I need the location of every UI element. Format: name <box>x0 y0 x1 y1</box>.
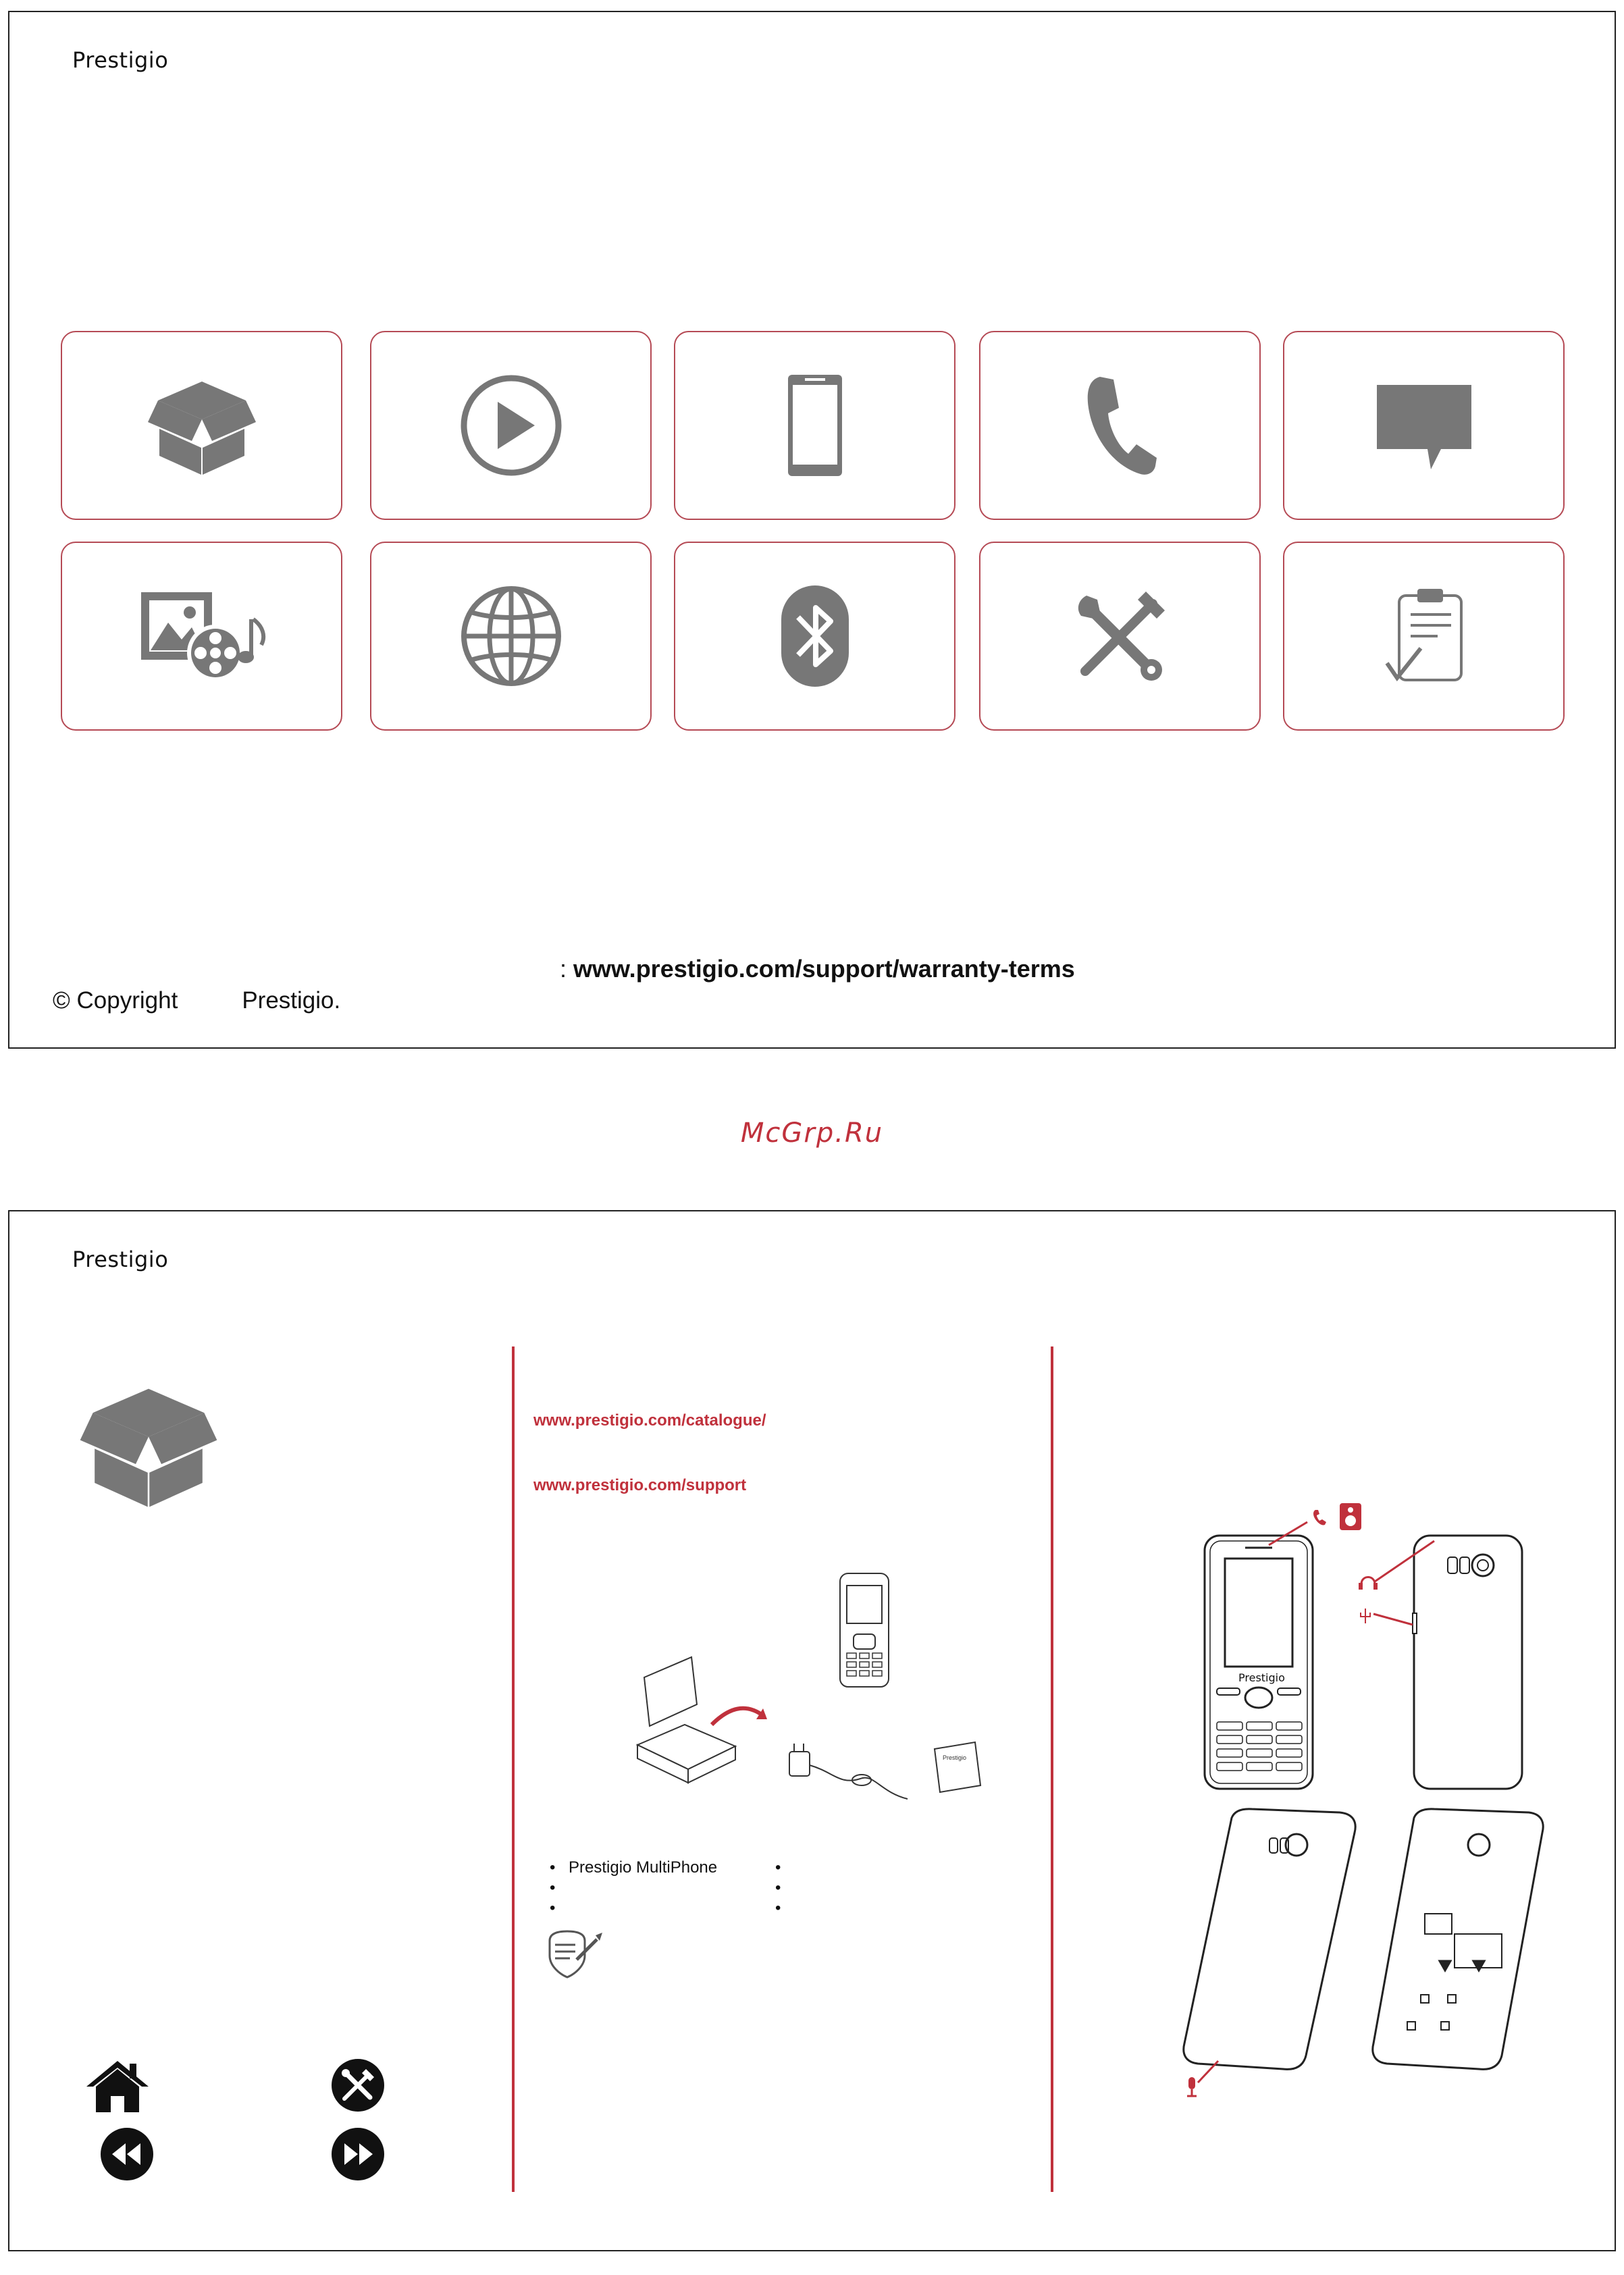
svg-text:Prestigio: Prestigio <box>943 1754 967 1761</box>
list-item <box>775 1858 794 1878</box>
column-divider-1 <box>512 1346 515 2192</box>
checklist-clipboard-icon <box>1380 582 1468 690</box>
brand-logo: Prestigio <box>72 1247 169 1272</box>
open-box-icon <box>74 1380 223 1509</box>
device-overview-diagram <box>1151 1495 1583 2103</box>
package-list-right <box>775 1858 794 1918</box>
phone-tilted-back <box>1184 1809 1355 2070</box>
tile-calls[interactable] <box>979 331 1261 520</box>
list-item <box>550 1898 717 1918</box>
tile-bluetooth[interactable] <box>674 542 955 731</box>
booklet-illustration <box>935 1742 980 1792</box>
tools-icon[interactable] <box>331 2058 385 2112</box>
fast-forward-icon[interactable] <box>331 2127 385 2181</box>
page-1 <box>8 11 1616 1049</box>
rewind-icon[interactable] <box>100 2127 154 2181</box>
tile-troubleshooting[interactable] <box>1283 542 1565 731</box>
charger-illustration <box>789 1744 908 1799</box>
note-tip-icon <box>543 1927 610 1981</box>
copyright-line <box>53 987 340 1014</box>
catalogue-link[interactable]: www.prestigio.com/catalogue/ <box>533 1411 766 1430</box>
bluetooth-icon <box>778 582 852 690</box>
column-divider-2 <box>1051 1346 1053 2192</box>
phone-open-back <box>1373 1809 1543 2070</box>
tools-icon <box>1066 582 1174 690</box>
warranty-prefix: : <box>560 955 574 983</box>
usb-port-icon <box>1361 1609 1370 1623</box>
copyright-owner: Prestigio. <box>242 987 341 1014</box>
list-item <box>775 1898 794 1918</box>
smartphone-icon <box>785 371 845 479</box>
package-contents-illustration <box>617 1569 995 1839</box>
page-2 <box>8 1210 1616 2251</box>
tile-device-overview[interactable] <box>674 331 955 520</box>
tile-messages[interactable] <box>1283 331 1565 520</box>
multimedia-icon <box>134 585 269 687</box>
tile-settings-tools[interactable] <box>979 542 1261 731</box>
watermark: McGrp.Ru <box>740 1118 884 1149</box>
open-box-icon <box>145 375 259 476</box>
tile-package-contents[interactable] <box>61 331 342 520</box>
headphone-jack-icon <box>1361 1577 1375 1585</box>
warranty-line <box>560 955 1075 983</box>
phone-screen-brand: Prestigio <box>1238 1671 1285 1684</box>
speaker-icon <box>1340 1503 1361 1530</box>
microphone-icon <box>1187 2077 1197 2096</box>
phone-handset-icon <box>1080 371 1161 479</box>
globe-icon <box>457 582 565 690</box>
phone-front-view <box>1205 1536 1313 1789</box>
phone-illustration <box>840 1573 889 1687</box>
home-icon[interactable] <box>85 2060 150 2114</box>
list-item <box>775 1878 794 1898</box>
copyright-label: © Copyright <box>53 987 178 1014</box>
tile-multimedia[interactable] <box>61 542 342 731</box>
support-link[interactable]: www.prestigio.com/support <box>533 1476 747 1494</box>
box-illustration <box>637 1657 735 1783</box>
speech-bubble-icon <box>1373 378 1475 473</box>
brand-logo: Prestigio <box>72 47 169 73</box>
tile-getting-started[interactable] <box>370 331 652 520</box>
earpiece-call-icon <box>1313 1510 1326 1525</box>
tile-internet[interactable] <box>370 542 652 731</box>
package-list-left <box>550 1858 717 1918</box>
play-circle-icon <box>457 371 565 479</box>
warranty-link[interactable]: www.prestigio.com/support/warranty-terms <box>573 955 1075 983</box>
list-item <box>550 1878 717 1898</box>
list-item: • Prestigio MultiPhone <box>550 1858 717 1878</box>
phone-back-view <box>1413 1536 1522 1789</box>
